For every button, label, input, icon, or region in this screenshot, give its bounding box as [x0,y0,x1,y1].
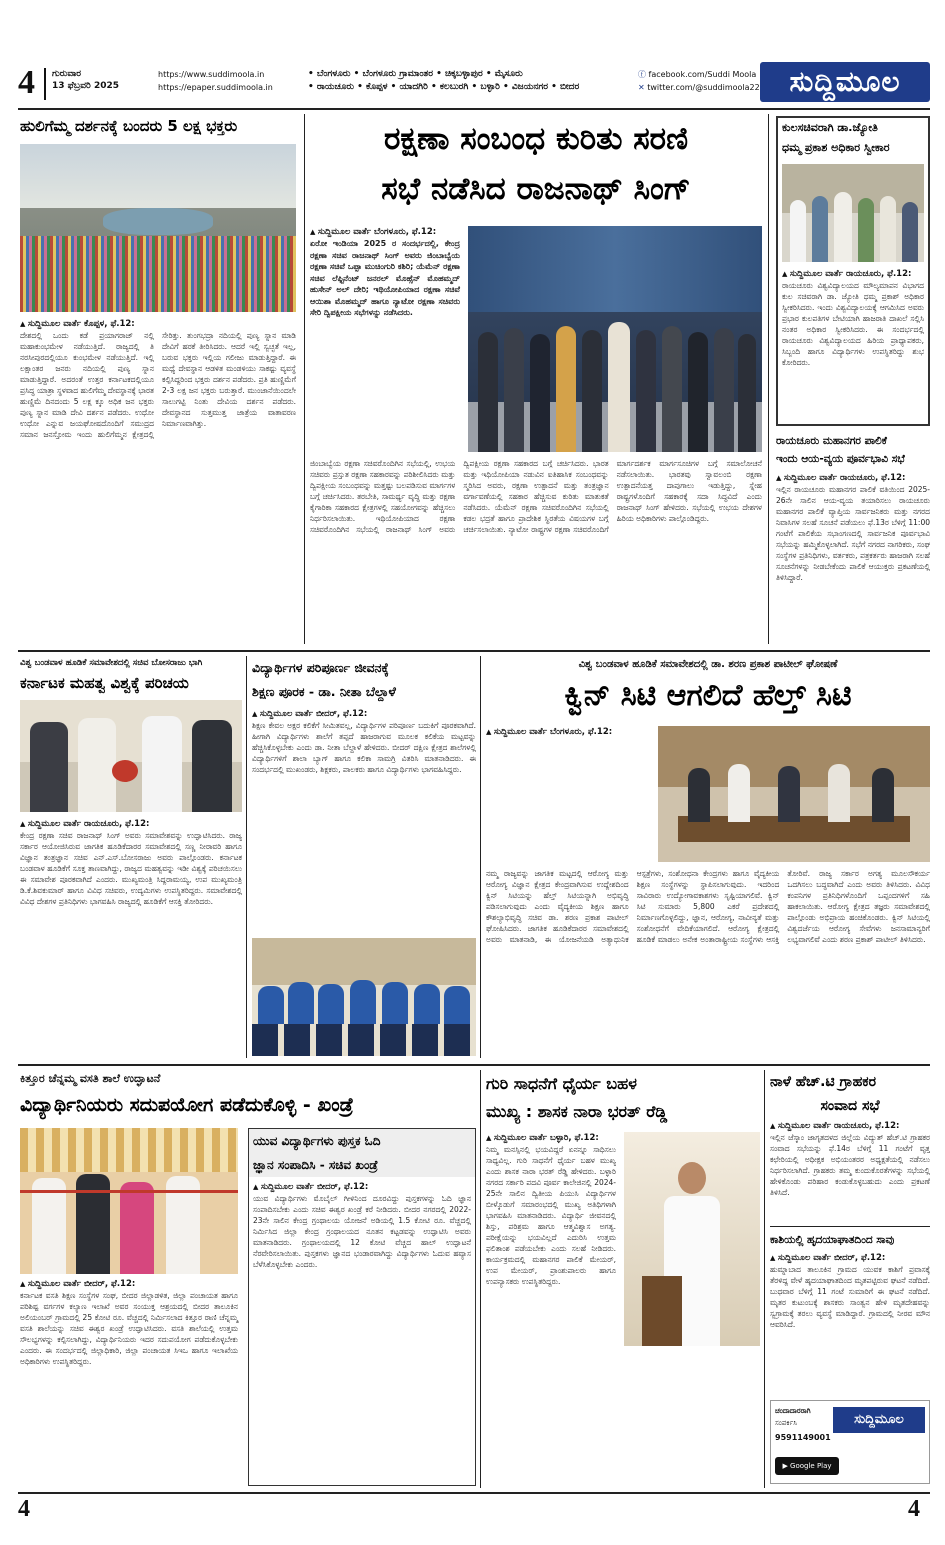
headline-line-1: ರಕ್ಷಣಾ ಸಂಬಂಧ ಕುರಿತು ಸರಣಿ [383,121,689,157]
article-body: ಇಲ್ಲಿನ ಜೆಸ್ಕಾಂ ಜಾಗೃತದಳದ ಜಿಲ್ಲೆಯ ವಿದ್ಯುತ್ ಹೆಚ್.ಟಿ ಗ್ರಾಹಕರ ಸಂವಾದ ಸಭೆಯನ್ನು ಫೆ.14ರ ಬೆಳಿಗ್ಗೆ 11 ಗಂಟೆಗೆ ವೃತ್ತ ಕಛೇರಿಯಲ್ಲಿ ಅಧೀಕ್ಷಕ ಅಭಿಯಂತರರ ಅಧ್ಯಕ್ಷತೆಯಲ್ಲಿ ನಡೆಸಲು ನಿರ್ಧರಿಸಲಾಗಿದೆ. ಗ್ರಾಹಕರು ತಮ್ಮ ಕುಂದುಕೊರತೆಗಳನ್ನು ಸಭೆಯಲ್ಲಿ ಹೇಳಿಕೊಂಡು ಪರಿಹಾರ ಕಂಡುಕೊಳ್ಳಬಹುದು ಎಂದು ಪ್ರಕಟಣೆ ತಿಳಿಸಿದೆ. [770,1133,930,1197]
newspaper-logo: ಸುದ್ದಿಮೂಲ [760,62,930,102]
headline-line-2: ಸಭೆ ನಡೆಸಿದ ರಾಜನಾಥ್ ಸಿಂಗ್ [381,171,691,207]
byline: ▲ ಸುದ್ದಿಮೂಲ ವಾರ್ತೆ ರಾಯಚೂರು, ಫೆ.12: [776,472,930,484]
headline-line-2: ಇಂದು ಆಯ-ವ್ಯಯ ಪೂರ್ವಭಾವಿ ಸಭೆ [776,453,905,465]
ad-contact-text: ಸಂಪರ್ಕಿಸಿ [775,1419,797,1427]
column-rule [764,1070,765,1488]
headline-line-1: ನಾಳೆ ಹೆಚ್.ಟಿ ಗ್ರಾಹಕರ [770,1074,876,1090]
article-body: ಜಿಂಬಾಬ್ವೆಯ ರಕ್ಷಣಾ ಸಚಿವರೊಂದಿಗಿನ ಸಭೆಯಲ್ಲಿ, ಉಭಯ ಸಚಿವರು ಪ್ರಸ್ತುತ ರಕ್ಷಣಾ ಸಹಕಾರವನ್ನು ಪರಿಶೀಲಿಸಿದರು ಮತ್ತು ದ್ವಿಪಕ್ಷೀಯ ಸಂಬಂಧವನ್ನು ಮತ್ತಷ್ಟು ಬಲಪಡಿಸುವ ಮಾರ್ಗಗಳ ಬಗ್ಗೆ ಚರ್ಚಿಸಿದರು. ತರಬೇತಿ, ಸಾಮರ್ಥ್ಯ ವೃದ್ಧಿ ಮತ್ತು ರಕ್ಷಣಾ ಕೈಗಾರಿಕಾ ಸಹಕಾರದ ಕ್ಷೇತ್ರಗಳಲ್ಲಿ ಸಹಯೋಗವನ್ನು ಹೆಚ್ಚಿಸಲು ನಿರ್ಧರಿಸಲಾಯಿತು. ಇಥಿಯೋಪಿಯಾದ ರಕ್ಷಣಾ ಸಚಿವರೊಂದಿಗಿನ ಸಭೆಯಲ್ಲಿ ರಾಜನಾಥ್ ಸಿಂಗ್ ಅವರು ದ್ವಿಪಕ್ಷೀಯ ರಕ್ಷಣಾ ಸಹಕಾರದ ಬಗ್ಗೆ ಚರ್ಚಿಸಿದರು. ಭಾರತ ಮತ್ತು ಇಥಿಯೋಪಿಯಾ ನಡುವಿನ ಐತಿಹಾಸಿಕ ಸಂಬಂಧವನ್ನು ಸ್ಮರಿಸಿದ ಅವರು, ರಕ್ಷಣಾ ಉತ್ಪಾದನೆ ಮತ್ತು ತಂತ್ರಜ್ಞಾನ ವರ್ಗಾವಣೆಯಲ್ಲಿ ಸಹಕಾರ ಹೆಚ್ಚಿಸುವ ಕುರಿತು ಮಾತುಕತೆ ನಡೆಸಿದರು. ಯೆಮೆನ್ ರಕ್ಷಣಾ ಸಚಿವರೊಂದಿಗಿನ ಸಭೆಯಲ್ಲಿ ಕಡಲ ಭದ್ರತೆ ಹಾಗೂ ಪ್ರಾದೇಶಿಕ ಸ್ಥಿರತೆಯ ವಿಷಯಗಳ ಬಗ್ಗೆ ಚರ್ಚಿಸಲಾಯಿತು. ನ್ಯಾಟೋ ರಾಷ್ಟ್ರಗಳ ರಕ್ಷಣಾ ಸಚಿವರೊಂದಿಗೆ ಮಾರ್ಗದರ್ಶಕ ಮಾರ್ಗಸೂಚಿಗಳ ಬಗ್ಗೆ ಸಮಾಲೋಚನೆ ನಡೆಸಲಾಯಿತು. ಭಾರತವು ಸ್ವಾವಲಂಬಿ ರಕ್ಷಣಾ ಉತ್ಪಾದನೆಯತ್ತ ದಾಪುಗಾಲು ಇಡುತ್ತಿದ್ದು, ಸ್ನೇಹ ರಾಷ್ಟ್ರಗಳೊಂದಿಗೆ ಸಹಕಾರಕ್ಕೆ ಸದಾ ಸಿದ್ಧವಿದೆ ಎಂದು ರಾಜನಾಥ್ ಸಿಂಗ್ ಹೇಳಿದರು. ಸಭೆಯಲ್ಲಿ ಉಭಯ ದೇಶಗಳ ಹಿರಿಯ ಅಧಿಕಾರಿಗಳು ಪಾಲ್ಗೊಂಡಿದ್ದರು. [310,459,762,534]
footer-page-number-right: 4 [908,1496,920,1522]
byline: ▲ ಸುದ್ದಿಮೂಲ ವಾರ್ತೆ ರಾಯಚೂರು, ಫೆ.12: [782,268,924,280]
article-body: ದೇಶದಲ್ಲಿ ಒಂದು ಕಡೆ ಪ್ರಯಾಗರಾಜ್ ನಲ್ಲಿ ಮಹಾಕುಂಭಮೇಳ ನಡೆಯುತ್ತಿದೆ. ರಾಜ್ಯದಲ್ಲಿ ತಿ ನರಸೀಪುರದಲ್ಲಿಯೂ ಕುಂಭಮೇಳ ನಡೆಯುತ್ತಿದೆ. ಇಲ್ಲಿ ಲಕ್ಷಾಂತರ ಜನರು ನದಿಯಲ್ಲಿ ಪುಣ್ಯ ಸ್ನಾನ ಮಾಡುತ್ತಿದ್ದಾರೆ. ಅದರಂತೆ ಉತ್ತರ ಕರ್ನಾಟಕದಲ್ಲಿಯೂ ಪ್ರಸಿದ್ಧ ಯಾತ್ರಾ ಸ್ಥಳವಾದ ಹುಲಿಗೆಮ್ಮ ದೇವಸ್ಥಾನಕ್ಕೆ ಭಾರತ ಹುಣ್ಣಿಮೆ ದಿನದಂದು 5 ಲಕ್ಷ ಕ್ಕೂ ಅಧಿಕ ಜನ ಭಕ್ತರು ಪುಣ್ಯ ಸ್ನಾನ ಮಾಡಿ ದೇವಿ ದರ್ಶನ ಪಡೆದರು. ಉಧೋ ಉಧೋ ಎನ್ನುವ ಜಯಘೋಷದೊಂದಿಗೆ ಸಮುದ್ರದ ಸಮಾನ ಜನಸ್ತೋಮ ಇಂದು ಹುಲಿಗೆಮ್ಮನ ಕ್ಷೇತ್ರದಲ್ಲಿ ಸೇರಿತ್ತು. ತುಂಗಭದ್ರಾ ನದಿಯಲ್ಲಿ ಪುಣ್ಯ ಸ್ನಾನ ಮಾಡಿ ದೇವಿಗೆ ಹರಕೆ ತೀರಿಸಿದರು. ಆದರೆ ಇಲ್ಲಿ ಸ್ವಚ್ಛತೆ ಇಲ್ಲ, ಬರುವ ಭಕ್ತರು ಇಲ್ಲಿಯ ಗಲೀಜು ಮಾಡುತ್ತಿದ್ದಾರೆ. ಈ ಮಧ್ಯೆ ದೇವಸ್ಥಾನ ಆಡಳಿತ ಮಂಡಳಿಯು ಸಾಕಷ್ಟು ವ್ಯವಸ್ಥೆ ಕಲ್ಪಿಸಿದ್ದರಿಂದ ಭಕ್ತರು ದರ್ಶನ ಪಡೆದರು. ಪ್ರತಿ ಹುಣ್ಣಿಮೆಗೆ 2-3 ಲಕ್ಷ ಜನ ಭಕ್ತರು ಬರುತ್ತಾರೆ. ಮುಂಜಾನೆಯಿಂದಲೇ ಸಾಲುಗಟ್ಟಿ ನಿಂತು ದೇವಿಯ ದರ್ಶನ ಪಡೆದರು. ದೇವಸ್ಥಾನದ ಸುತ್ತಮುತ್ತ ಜಾತ್ರೆಯ ವಾತಾವರಣ ನಿರ್ಮಾಣವಾಗಿತ್ತು. [20,331,296,439]
column-rule [768,114,769,644]
photo-students-bags [252,938,476,1056]
article-lead: ಏರೋ ಇಂಡಿಯಾ 2025 ರ ಸಂದರ್ಭದಲ್ಲಿ, ಕೇಂದ್ರ ರಕ್ಷಣಾ ಸಚಿವ ರಾಜನಾಥ್ ಸಿಂಗ್ ಅವರು ಜಿಂಬಾಬ್ವೆಯ ರಕ್ಷಣಾ ಸಚಿವೆ ಒಪ್ಪಾ ಮುಚಿಂಗುರಿ ಕಶಿರಿ; ಯೆಮೆನ್ ರಕ್ಷಣಾ ಸಚಿವ ಲೆಫ್ಟಿನೆಂಟ್ ಜನರಲ್ ಮೊಹ್ಸೆನ್ ಮೊಹಮ್ಮದ್ ಹುಸೇನ್ ಅಲ್ ದೇರಿ; ಇಥಿಯೋಪಿಯಾದ ರಕ್ಷಣಾ ಸಚಿವೆ ಆಯಿಶಾ ಮೊಹಮ್ಮದ್ ಹಾಗೂ ನ್ಯಾಟೋ ರಕ್ಷಣಾ ಸಚಿವರು ಸೇರಿ ದ್ವಿಪಕ್ಷೀಯ ಸಭೆಗಳನ್ನು ನಡೆಸಿದರು. [310,239,460,317]
issue-day: ಗುರುವಾರ [52,69,82,79]
headline: ವಿದ್ಯಾರ್ಥಿನಿಯರು ಸದುಪಯೋಗ ಪಡೆದುಕೊಳ್ಳಿ - ಖಂಡ್ರೆ [20,1094,354,1116]
column-rule [480,656,481,1058]
page-number: 4 [18,64,35,101]
article-books [248,1128,476,1486]
row-rule [18,650,930,652]
article-body: ಶಿಕ್ಷಣ ಕೇವಲ ಅಕ್ಷರ ಕಲಿಕೆಗೆ ಸೀಮಿತವಲ್ಲ, ವಿದ್ಯಾರ್ಥಿಗಳ ಪರಿಪೂರ್ಣ ಬದುಕಿಗೆ ಪೂರಕವಾಗಿದೆ. ಹೀಗಾಗಿ ವಿದ್ಯಾರ್ಥಿಗಳು ಶಾಲೆಗೆ ತಪ್ಪದೆ ಹಾಜರಾಗುವ ಮೂಲಕ ಕಲಿಕೆಯ ಮಟ್ಟವನ್ನು ಹೆಚ್ಚಿಸಿಕೊಳ್ಳಬೇಕು ಎಂದು ಡಾ. ನೀತಾ ಬೆಲ್ದಾಳೆ ಹೇಳಿದರು. ಬೀದರ್ ದಕ್ಷಿಣ ಕ್ಷೇತ್ರದ ಶಾಲೆಗಳಲ್ಲಿ ವಿದ್ಯಾರ್ಥಿಗಳಿಗೆ ಶಾಲಾ ಬ್ಯಾಗ್ ಹಾಗೂ ಕಲಿಕಾ ಸಾಮಗ್ರಿ ವಿತರಿಸಿ ಮಾತನಾಡಿದರು. ಈ ಸಂದರ್ಭದಲ್ಲಿ ಮುಖಂಡರು, ಶಿಕ್ಷಕರು, ಪಾಲಕರು ಹಾಗೂ ವಿದ್ಯಾರ್ಥಿಗಳು ಭಾಗವಹಿಸಿದ್ದರು. [252,721,476,774]
byline: ▲ ಸುದ್ದಿಮೂಲ ವಾರ್ತೆ ಬೆಂಗಳೂರು, ಫೆ.12: [486,726,652,738]
social-links [638,68,760,94]
byline: ▲ ಸುದ್ದಿಮೂಲ ವಾರ್ತೆ ಬೀದರ್, ಫೆ.12: [770,1252,930,1264]
article-neetha [252,656,476,1058]
article-body: ಇಲ್ಲಿನ ರಾಯಚೂರು ಮಹಾನಗರ ಪಾಲಿಕೆ ವತಿಯಿಂದ 2025-26ನೇ ಸಾಲಿನ ಆಯ-ವ್ಯಯ ತಯಾರಿಸಲು ರಾಯಚೂರು ಮಹಾನಗರ ಪಾಲಿಕೆ ವ್ಯಾಪ್ತಿಯ ಸಾರ್ವಜನಿಕರು ಮತ್ತು ನಗರದ ನಿವಾಸಿಗಳ ಸಲಹೆ ಸೂಚನೆ ಪಡೆಯಲು ಫೆ.13ರ ಬೆಳಿಗ್ಗೆ 11:00 ಗಂಟೆಗೆ ಪಾಲಿಕೆಯ ಸಭಾಂಗಣದಲ್ಲಿ ಸಾರ್ವಜನಿಕ ಪೂರ್ವಭಾವಿ ಸಭೆಯನ್ನು ಹಮ್ಮಿಕೊಳ್ಳಲಾಗಿದೆ. ಸಭೆಗೆ ನಗರದ ನಾಗರಿಕರು, ಸಂಘ ಸಂಸ್ಥೆಗಳ ಪ್ರತಿನಿಧಿಗಳು, ವರ್ತಕರು, ಪತ್ರಕರ್ತರು ಹಾಜರಾಗಿ ಸಲಹೆ ಸೂಚನೆಗಳನ್ನು ನೀಡಬೇಕೆಂದು ಪಾಲಿಕೆ ಆಯುಕ್ತರು ಪ್ರಕಟಣೆಯಲ್ಲಿ ತಿಳಿಸಿದ್ದಾರೆ. [776,485,930,582]
headline-line-1: ರಾಯಚೂರು ಮಹಾನಗರ ಪಾಲಿಕೆ [776,435,887,447]
website-link[interactable]: https://www.suddimoola.in [158,70,265,79]
ad-logo: ಸುದ್ದಿಮೂಲ [833,1407,925,1433]
photo-minister-bouquet [20,700,242,812]
footer-page-number: 4 [18,1496,30,1522]
kicker: ವಿಶ್ವ ಬಂಡವಾಳ ಹೂಡಿಕೆ ಸಮಾವೇಶದಲ್ಲಿ ಡಾ. ಶರಣ ಪ್ರಕಾಶ ಪಾಟೀಲ್ ಘೋಷಣೆ [578,659,838,670]
article-huligemma [20,114,300,644]
headline-line-1: ಕುಲಸಚಿವರಾಗಿ ಡಾ.ಜ್ಯೋತಿ [782,121,878,134]
article-hescom [770,1070,930,1224]
issue-date-text: 13 ಫೆಬ್ರವರಿ 2025 [52,81,119,91]
article-body: ರಾಯಚೂರು ವಿಶ್ವವಿದ್ಯಾಲಯದ ಮೌಲ್ಯಮಾಪನ ವಿಭಾಗದ ಕುಲ ಸಚಿವರಾಗಿ ಡಾ. ಜ್ಯೋತಿ ಧಮ್ಮ ಪ್ರಕಾಶ್ ಅಧಿಕಾರ ಸ್ವೀಕರಿಸಿದರು. ಇಂದು ವಿಶ್ವವಿದ್ಯಾಲಯಕ್ಕೆ ಆಗಮಿಸಿದ ಅವರು ಪ್ರಭಾರ ಕುಲಪತಿಗಳ ಬೇಟಿಯಾಗಿ ಹಾಜರಾತಿ ದಾಖಲೆ ಸಲ್ಲಿಸಿ ನಂತರ ಅಧಿಕಾರ ಸ್ವೀಕರಿಸಿದರು. ಈ ಸಂದರ್ಭದಲ್ಲಿ ರಾಯಚೂರು ವಿಶ್ವವಿದ್ಯಾಲಯದ ಹಿರಿಯ ಪ್ರಾಧ್ಯಾಪಕರು, ಸಿಬ್ಬಂದಿ ಹಾಗೂ ವಿದ್ಯಾರ್ಥಿಗಳು ಉಪಸ್ಥಿತರಿದ್ದು ಶುಭ ಕೋರಿದರು. [782,281,924,367]
column-rule [480,1070,481,1488]
photo-meeting-table [658,726,930,862]
byline: ▲ ಸುದ್ದಿಮೂಲ ವಾರ್ತೆ ಬಳ್ಳಾರಿ, ಫೆ.12: [486,1132,616,1144]
headline-line-2: ಧಮ್ಮ ಪ್ರಕಾಶ ಅಧಿಕಾರ ಸ್ವೀಕಾರ [782,141,890,154]
byline: ▲ ಸುದ್ದಿಮೂಲ ವಾರ್ತೆ ಬೀದರ್, ಫೆ.12: [249,1177,475,1193]
footer-rule [18,1492,930,1494]
article-raichur-budget [776,432,930,644]
headline-line-1: ಗುರಿ ಸಾಧನೆಗೆ ಧೈರ್ಯ ಬಹಳ [486,1074,637,1093]
headline-line-2: ಮುಖ್ಯ : ಶಾಸಕ ನಾರಾ ಭರತ್ ರೆಡ್ಡಿ [486,1102,668,1121]
article-kittur [20,1070,476,1488]
byline: ▲ ಸುದ್ದಿಮೂಲ ವಾರ್ತೆ ರಾಯಚೂರು, ಫೆ.12: [770,1120,930,1132]
masthead-rule [18,108,930,110]
issue-date [52,68,119,92]
kicker: ವಿಶ್ವ ಬಂಡವಾಳ ಹೂಡಿಕೆ ಸಮಾವೇಶದಲ್ಲಿ ಸಚಿವ ಬೋಸರಾಜು ಭಾಗಿ [20,658,203,668]
epaper-link[interactable]: https://epaper.suddimoola.in [158,83,273,92]
play-store-icon: ▶ [782,1462,791,1470]
headline: ಕರ್ನಾಟಕ ಮಹತ್ವ ವಿಶ್ವಕ್ಕೆ ಪರಿಚಯ [20,674,189,692]
headline-line-2: ಸಂವಾದ ಸಭೆ [820,1098,880,1114]
article-heart-attack [770,1230,930,1396]
article-rajnath [310,114,762,644]
byline: ▲ ಸುದ್ದಿಮೂಲ ವಾರ್ತೆ ಬೆಂಗಳೂರು, ಫೆ.12: [310,226,460,238]
article-body: ಹುಮ್ನಾಬಾದ ತಾಲೂಕಿನ ಗ್ರಾಮದ ಯುವಕ ಕಾಶಿಗೆ ಪ್ರವಾಸಕ್ಕೆ ತೆರಳಿದ್ದ ವೇಳೆ ಹೃದಯಾಘಾತದಿಂದ ಮೃತಪಟ್ಟಿರುವ ಘಟನೆ ನಡೆದಿದೆ. ಬುಧವಾರ ಬೆಳಿಗ್ಗೆ 11 ಗಂಟೆ ಸುಮಾರಿಗೆ ಈ ಘಟನೆ ನಡೆದಿದೆ. ಮೃತರ ಕುಟುಂಬಕ್ಕೆ ಶಾಸಕರು ಸಾಂತ್ವನ ಹೇಳಿ ಮೃತದೇಹವನ್ನು ಸ್ವಗ್ರಾಮಕ್ಕೆ ತರಲು ವ್ಯವಸ್ಥೆ ಮಾಡಿದ್ದಾರೆ. ಗ್ರಾಮದಲ್ಲಿ ನೀರವ ಮೌನ ಆವರಿಸಿದೆ. [770,1265,930,1329]
column-rule [304,114,305,644]
headline: ಹುಲಿಗೆಮ್ಮ ದರ್ಶನಕ್ಕೆ ಬಂದರು 5 ಲಕ್ಷ ಭಕ್ತರು [20,117,238,135]
byline: ▲ ಸುದ್ದಿಮೂಲ ವಾರ್ತೆ ಬೀದರ್, ಫೆ.12: [252,708,476,720]
photo-school-inauguration [20,1128,238,1274]
article-health-city [486,656,930,1058]
edition-cities [308,68,643,94]
headline: ಕ್ವಿನ್ ಸಿಟಿ ಆಗಲಿದೆ ಹೆಲ್ತ್ ಸಿಟಿ [564,678,852,713]
facebook-link[interactable]: ⓕ facebook.com/Suddi Moola [638,70,757,79]
ad-phone: 9591149001 [775,1433,831,1442]
photo-mla-speech [624,1132,760,1346]
article-body: ನಮ್ಮ ರಾಜ್ಯವನ್ನು ಜಾಗತಿಕ ಮಟ್ಟದಲ್ಲಿ ಆರೋಗ್ಯ ಮತ್ತು ಆರೋಗ್ಯ ವಿಜ್ಞಾನ ಕ್ಷೇತ್ರದ ಕೇಂದ್ರವಾಗಿಸುವ ಉದ್ದೇಶದಿಂದ ಕ್ವಿನ್ ಸಿಟಿಯನ್ನು ಹೆಲ್ತ್ ಸಿಟಿಯನ್ನಾಗಿ ಅಭಿವೃದ್ಧಿ ಪಡಿಸಲಾಗುವುದು ಎಂದು ವೈದ್ಯಕೀಯ ಶಿಕ್ಷಣ ಹಾಗೂ ಕೌಶಲ್ಯಾಭಿವೃದ್ಧಿ ಸಚಿವ ಡಾ. ಶರಣ ಪ್ರಕಾಶ ಪಾಟೀಲ್ ಘೋಷಿಸಿದರು. ಜಾಗತಿಕ ಹೂಡಿಕೆದಾರರ ಸಮಾವೇಶದಲ್ಲಿ ಅವರು ಮಾತನಾಡಿ, ಈ ಯೋಜನೆಯಡಿ ಅತ್ಯಾಧುನಿಕ ಆಸ್ಪತ್ರೆಗಳು, ಸಂಶೋಧನಾ ಕೇಂದ್ರಗಳು ಹಾಗೂ ವೈದ್ಯಕೀಯ ಶಿಕ್ಷಣ ಸಂಸ್ಥೆಗಳನ್ನು ಸ್ಥಾಪಿಸಲಾಗುವುದು. ಇದರಿಂದ ಸಾವಿರಾರು ಉದ್ಯೋಗಾವಕಾಶಗಳು ಸೃಷ್ಟಿಯಾಗಲಿವೆ. ಕ್ವಿನ್ ಸಿಟಿ ಸುಮಾರು 5,800 ಎಕರೆ ಪ್ರದೇಶದಲ್ಲಿ ನಿರ್ಮಾಣಗೊಳ್ಳಲಿದ್ದು, ಜ್ಞಾನ, ಆರೋಗ್ಯ, ನಾವೀನ್ಯತೆ ಮತ್ತು ಸಂಶೋಧನೆಗೆ ವೇದಿಕೆಯಾಗಲಿದೆ. ಆರೋಗ್ಯ ಕ್ಷೇತ್ರದಲ್ಲಿ ಹೂಡಿಕೆ ಮಾಡಲು ಅನೇಕ ಅಂತಾರಾಷ್ಟ್ರೀಯ ಸಂಸ್ಥೆಗಳು ಆಸಕ್ತಿ ತೋರಿವೆ. ರಾಜ್ಯ ಸರ್ಕಾರ ಅಗತ್ಯ ಮೂಲಸೌಕರ್ಯ ಒದಗಿಸಲು ಬದ್ಧವಾಗಿದೆ ಎಂದು ಅವರು ತಿಳಿಸಿದರು. ವಿವಿಧ ಕಂಪನಿಗಳ ಪ್ರತಿನಿಧಿಗಳೊಂದಿಗೆ ಒಪ್ಪಂದಗಳಿಗೆ ಸಹಿ ಹಾಕಲಾಯಿತು. ಆರೋಗ್ಯ ಕ್ಷೇತ್ರದ ತಜ್ಞರು ಸಮಾವೇಶದಲ್ಲಿ ಪಾಲ್ಗೊಂಡು ಅಭಿಪ್ರಾಯ ಹಂಚಿಕೊಂಡರು. ಕ್ವಿನ್ ಸಿಟಿಯಲ್ಲಿ ವಿಶ್ವದರ್ಜೆಯ ಆರೋಗ್ಯ ಸೇವೆಗಳು ಜನಸಾಮಾನ್ಯರಿಗೆ ಲಭ್ಯವಾಗಲಿವೆ ಎಂದು ಶರಣ ಪ್ರಕಾಶ್ ಪಾಟೀಲ್ ತಿಳಿಸಿದರು. [486,869,930,944]
photo-defence-meeting [468,226,762,452]
byline: ▲ ಸುದ್ದಿಮೂಲ ವಾರ್ತೆ ರಾಯಚೂರು, ಫೆ.12: [20,818,242,830]
ad-store-badge[interactable]: ▶ Google Play [775,1457,839,1475]
photo-festival-crowd [20,144,296,312]
headline-line-1: ಯುವ ವಿದ್ಯಾರ್ಥಿಗಳು ಪುಸ್ತಕ ಓದಿ [249,1129,475,1153]
headline-line-2: ಶಿಕ್ಷಣ ಪೂರಕ - ಡಾ. ನೀತಾ ಬೆಲ್ದಾಳೆ [252,684,396,699]
byline: ▲ ಸುದ್ದಿಮೂಲ ವಾರ್ತೆ ಬೀದರ್, ಫೆ.12: [20,1278,238,1290]
headline-line-1: ವಿದ್ಯಾರ್ಥಿಗಳ ಪರಿಪೂರ್ಣ ಜೀವನಕ್ಕೆ [252,660,389,675]
subscription-ad[interactable] [770,1400,930,1484]
photo-office-group [782,164,924,262]
masthead [18,66,930,106]
facebook-icon: ⓕ [638,70,649,79]
page-number-divider [44,68,46,100]
article-body: ಕೇಂದ್ರ ರಕ್ಷಣಾ ಸಚಿವ ರಾಜನಾಥ್ ಸಿಂಗ್ ಅವರು ಸಮಾವೇಶವನ್ನು ಉದ್ಘಾಟಿಸಿದರು. ರಾಜ್ಯ ಸರ್ಕಾರ ಆಯೋಜಿಸಿರುವ ಜಾಗತಿಕ ಹೂಡಿಕೆದಾರರ ಸಮಾವೇಶದಲ್ಲಿ ಸಣ್ಣ ನೀರಾವರಿ ಹಾಗೂ ವಿಜ್ಞಾನ ತಂತ್ರಜ್ಞಾನ ಸಚಿವ ಎನ್.ಎಸ್.ಬೋಸರಾಜು ಅವರು ಪಾಲ್ಗೊಂಡರು. ಕರ್ನಾಟಕ ಬಂಡವಾಳ ಹೂಡಿಕೆಗೆ ಸೂಕ್ತ ತಾಣವಾಗಿದ್ದು, ರಾಜ್ಯದ ಮಹತ್ವವನ್ನು ಇಡೀ ವಿಶ್ವಕ್ಕೆ ಪರಿಚಯಿಸಲು ಈ ಸಮಾವೇಶ ಪೂರಕವಾಗಿದೆ ಎಂದರು. ಮುಖ್ಯಮಂತ್ರಿ ಸಿದ್ದರಾಮಯ್ಯ, ಉಪ ಮುಖ್ಯಮಂತ್ರಿ ಡಿ.ಕೆ.ಶಿವಕುಮಾರ್ ಹಾಗೂ ವಿವಿಧ ಸಚಿವರು, ಉದ್ಯಮಿಗಳು ಉಪಸ್ಥಿತರಿದ್ದರು. ಸಮಾವೇಶದಲ್ಲಿ ವಿವಿಧ ದೇಶಗಳ ಪ್ರತಿನಿಧಿಗಳು ಭಾಗವಹಿಸಿ ರಾಜ್ಯದಲ್ಲಿ ಹೂಡಿಕೆಗೆ ಆಸಕ್ತಿ ತೋರಿದರು. [20,831,242,906]
article-body: ಕರ್ನಾಟಕ ವಸತಿ ಶಿಕ್ಷಣ ಸಂಸ್ಥೆಗಳ ಸಂಘ, ಬೀದರ ಜಿಲ್ಲಾಡಳಿತ, ಜಿಲ್ಲಾ ಪಂಚಾಯತ ಹಾಗೂ ಪರಿಶಿಷ್ಟ ವರ್ಗಗಳ ಕಲ್ಯಾಣ ಇಲಾಖೆ ಅವರ ಸಂಯುಕ್ತ ಆಶ್ರಯದಲ್ಲಿ ಬೀದರ ತಾಲೂಕಿನ ಅಲಿಯಂಬರ್ ಗ್ರಾಮದಲ್ಲಿ 25 ಕೋಟಿ ರೂ. ವೆಚ್ಚದಲ್ಲಿ ನಿರ್ಮಿಸಲಾದ ಕಿತ್ತೂರ ರಾಣಿ ಚೆನ್ನಮ್ಮ ವಸತಿ ಶಾಲೆಯನ್ನು ಸಚಿವ ಈಶ್ವರ ಖಂಡ್ರೆ ಉದ್ಘಾಟಿಸಿದರು. ವಸತಿ ಶಾಲೆಯಲ್ಲಿ ಉತ್ತಮ ಸೌಲಭ್ಯಗಳನ್ನು ಕಲ್ಪಿಸಲಾಗಿದ್ದು, ವಿದ್ಯಾರ್ಥಿನಿಯರು ಇದರ ಸದುಪಯೋಗ ಪಡೆದುಕೊಳ್ಳಬೇಕು ಎಂದರು. ಈ ಸಂದರ್ಭದಲ್ಲಿ ಜಿಲ್ಲಾಧಿಕಾರಿ, ಜಿಲ್ಲಾ ಪಂಚಾಯತ ಸಿಇಒ ಹಾಗೂ ಇಲಾಖೆಯ ಅಧಿಕಾರಿಗಳು ಉಪಸ್ಥಿತರಿದ್ದರು. [20,1291,238,1366]
article-karnataka-world [20,656,242,1058]
headline-line-2: ಜ್ಞಾನ ಸಂಪಾದಿಸಿ - ಸಚಿವ ಖಂಡ್ರೆ [249,1153,475,1177]
column-rule [246,656,247,1058]
row-rule [18,1064,930,1066]
twitter-link[interactable]: ✕ twitter.com/@suddimoola22 [638,83,760,92]
header-links [158,68,273,94]
article-body-col-1: ನಿಮ್ಮ ಮನಸ್ಸಿನಲ್ಲಿ ಭಯವಿದ್ದರೆ ಏನನ್ನೂ ಸಾಧಿಸಲು ಸಾಧ್ಯವಿಲ್ಲ. ಗುರಿ ಸಾಧನೆಗೆ ಧೈರ್ಯ ಬಹಳ ಮುಖ್ಯ ಎಂದು ಶಾಸಕ ನಾರಾ ಭರತ್ ರೆಡ್ಡಿ ಹೇಳಿದರು. ಬಳ್ಳಾರಿ ನಗರದ ಸರ್ಕಾರಿ ಪದವಿ ಪೂರ್ವ ಕಾಲೇಜಿನಲ್ಲಿ 2024-25ನೇ ಸಾಲಿನ ದ್ವಿತೀಯ ಪಿಯುಸಿ ವಿದ್ಯಾರ್ಥಿಗಳ ಬೀಳ್ಕೊಡುಗೆ ಸಮಾರಂಭದಲ್ಲಿ ಮುಖ್ಯ ಅತಿಥಿಗಳಾಗಿ ಭಾಗವಹಿಸಿ ಮಾತನಾಡಿದರು. ವಿದ್ಯಾರ್ಥಿ ಜೀವನದಲ್ಲಿ ಶಿಸ್ತು, ಪರಿಶ್ರಮ ಹಾಗೂ ಆತ್ಮವಿಶ್ವಾಸ ಅಗತ್ಯ. ಪರೀಕ್ಷೆಯನ್ನು ಭಯವಿಲ್ಲದೆ ಎದುರಿಸಿ ಉತ್ತಮ ಫಲಿತಾಂಶ ಪಡೆಯಬೇಕು ಎಂದು ಸಲಹೆ ನೀಡಿದರು. ಕಾರ್ಯಕ್ರಮದಲ್ಲಿ ಮಹಾನಗರ ಪಾಲಿಕೆ ಮೇಯರ್, ಉಪ ಮೇಯರ್, ಪ್ರಾಂಶುಪಾಲರು ಹಾಗೂ ಉಪನ್ಯಾಸಕರು ಉಪಸ್ಥಿತರಿದ್ದರು. [486,1145,616,1286]
cities-line-2: • ರಾಯಚೂರು • ಕೊಪ್ಪಳ • ಯಾದಗಿರಿ • ಕಲಬುರಗಿ • ಬಳ್ಳಾರಿ • ವಿಜಯನಗರ • ಬೀದರ [308,82,580,92]
cities-line-1: • ಬೆಂಗಳೂರು • ಬೆಂಗಳೂರು ಗ್ರಾಮಾಂತರ • ಚಿಕ್ಕಬಳ್ಳಾಪುರ • ಮೈಸೂರು [308,69,523,79]
article-body: ಯುವ ವಿದ್ಯಾರ್ಥಿಗಳು ಮೊಬೈಲ್ ಗೀಳಿನಿಂದ ದೂರವಿದ್ದು ಪುಸ್ತಕಗಳನ್ನು ಓದಿ ಜ್ಞಾನ ಸಂಪಾದಿಸಬೇಕು ಎಂದು ಸಚಿವ ಈಶ್ವರ ಖಂಡ್ರೆ ಕರೆ ನೀಡಿದರು. ಬೀದರ ನಗರದಲ್ಲಿ 2022-23ನೇ ಸಾಲಿನ ಕೇಂದ್ರ ಗ್ರಂಥಾಲಯ ಯೋಜನೆ ಅಡಿಯಲ್ಲಿ 1.5 ಕೋಟಿ ರೂ. ವೆಚ್ಚದಲ್ಲಿ ನಿರ್ಮಿಸಿದ ಜಿಲ್ಲಾ ಕೇಂದ್ರ ಗ್ರಂಥಾಲಯದ ನೂತನ ಕಟ್ಟಡವನ್ನು ಉದ್ಘಾಟಿಸಿ ಅವರು ಮಾತನಾಡಿದರು. ಗ್ರಂಥಾಲಯದಲ್ಲಿ 12 ಕೋಟಿ ವೆಚ್ಚದ ಹಾಲ್ ಉದ್ಘಾಟನೆ ನೆರವೇರಿಸಲಾಯಿತು. ಪುಸ್ತಕಗಳು ಜ್ಞಾನದ ಭಂಡಾರವಾಗಿದ್ದು ವಿದ್ಯಾರ್ಥಿಗಳು ಓದುವ ಹವ್ಯಾಸ ಬೆಳೆಸಿಕೊಳ್ಳಬೇಕು ಎಂದರು. [253,1194,471,1269]
ad-subscribe-text: ಚಂದಾದಾರರಾಗಿ [775,1407,811,1415]
twitter-icon: ✕ [638,83,648,92]
article-jyothi [776,116,930,426]
row-rule [770,1226,930,1227]
byline: ▲ ಸುದ್ದಿಮೂಲ ವಾರ್ತೆ ಕೊಪ್ಪಳ, ಫೆ.12: [20,318,296,330]
kicker: ಕಿತ್ತೂರ ಚೆನ್ನಮ್ಮ ವಸತಿ ಶಾಲೆ ಉದ್ಘಾಟನೆ [20,1072,161,1085]
headline: ಕಾಶಿಯಲ್ಲಿ ಹೃದಯಾಘಾತದಿಂದ ಸಾವು [770,1234,895,1246]
article-bharath-reddy [486,1070,760,1488]
